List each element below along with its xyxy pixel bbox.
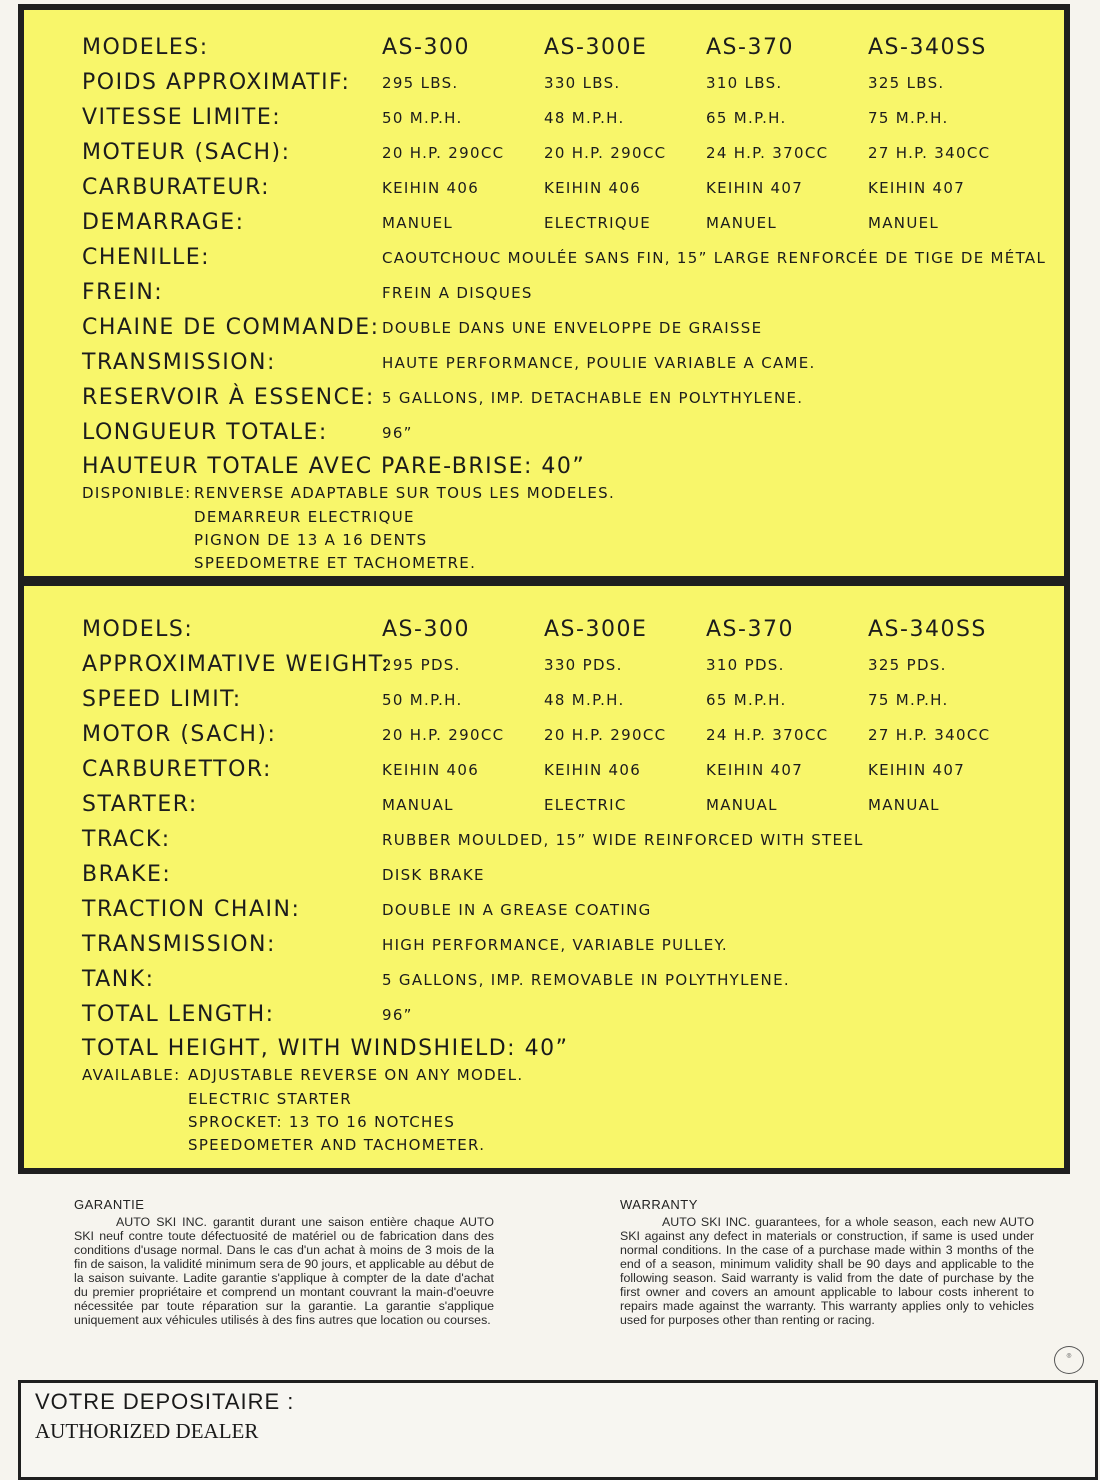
motor-label: MOTOR (SACH): — [82, 722, 277, 747]
track-row — [24, 240, 1064, 275]
spec-value: 48 M.P.H. — [544, 108, 625, 127]
spec-value: KEIHIN 406 — [544, 760, 642, 779]
chain-row — [24, 892, 1064, 927]
spec-value: HIGH PERFORMANCE, VARIABLE PULLEY. — [382, 935, 728, 954]
garantie-block — [74, 1198, 494, 1327]
warranty-block — [620, 1198, 1034, 1327]
model-name: AS-340SS — [868, 35, 987, 60]
available-item: ADJUSTABLE REVERSE ON ANY MODEL. — [188, 1066, 524, 1084]
spec-value: DOUBLE DANS UNE ENVELOPPE DE GRAISSE — [382, 318, 763, 337]
warranty-text: AUTO SKI INC. guarantees, for a whole season, each new AUTO SKI against any defect in materials or construction, if same is used under normal conditions. In the case of a purchase made within 3 months of the end of a season, minimum validity shall be 90 days and applicable to the following season. Said warranty is valid from the date of purchase by the first owner and covers an amount applicable to labour costs inherent to repairs made against the warranty. This warranty applies only to vehicles used for purposes other than renting or racing. — [620, 1215, 1034, 1327]
dealer-label-en: AUTHORIZED DEALER — [35, 1419, 259, 1443]
french-spec-panel — [18, 4, 1070, 582]
spec-value: 65 M.P.H. — [706, 690, 787, 709]
spec-value: 310 LBS. — [706, 73, 783, 92]
chain-label: TRACTION CHAIN: — [82, 897, 301, 922]
speed-label: VITESSE LIMITE: — [82, 105, 282, 130]
start-label: DEMARRAGE: — [82, 210, 245, 235]
chain-label: CHAINE DE COMMANDE: — [82, 315, 380, 340]
spec-value: 310 PDS. — [706, 655, 785, 674]
available-item: SPROCKET: 13 TO 16 NOTCHES — [188, 1113, 456, 1131]
available-label: AVAILABLE: — [82, 1066, 181, 1084]
spec-value: 330 PDS. — [544, 655, 623, 674]
model-name: AS-300 — [382, 617, 470, 642]
height-line: TOTAL HEIGHT, WITH WINDSHIELD: 40” — [82, 1036, 569, 1061]
tank-row — [24, 380, 1064, 415]
spec-value: 27 H.P. 340CC — [868, 725, 991, 744]
spec-value: 295 PDS. — [382, 655, 461, 674]
spec-value: ELECTRIC — [544, 795, 627, 814]
spec-value: MANUEL — [382, 213, 454, 232]
carb-row — [24, 170, 1064, 205]
available-item: ELECTRIC STARTER — [188, 1090, 353, 1108]
carb-label: CARBURATEUR: — [82, 175, 271, 200]
brake-row — [24, 857, 1064, 892]
spec-value: 27 H.P. 340CC — [868, 143, 991, 162]
spec-value: 24 H.P. 370CC — [706, 725, 829, 744]
spec-value: DISK BRAKE — [382, 865, 485, 884]
spec-value: 50 M.P.H. — [382, 690, 463, 709]
chain-row — [24, 310, 1064, 345]
spec-value: 20 H.P. 290CC — [382, 143, 505, 162]
spec-value: 20 H.P. 290CC — [544, 725, 667, 744]
weight-label: APPROXIMATIVE WEIGHT: — [82, 652, 391, 677]
spec-value: MANUAL — [706, 795, 778, 814]
spec-value: 50 M.P.H. — [382, 108, 463, 127]
warranty-title: WARRANTY — [620, 1197, 698, 1212]
garantie-title: GARANTIE — [74, 1197, 145, 1212]
speed-label: SPEED LIMIT: — [82, 687, 242, 712]
spec-value: MANUEL — [868, 213, 940, 232]
available-item: RENVERSE ADAPTABLE SUR TOUS LES MODELES. — [194, 484, 616, 502]
available-label: DISPONIBLE: — [82, 484, 192, 502]
speed-row — [24, 682, 1064, 717]
spec-value: KEIHIN 406 — [382, 178, 480, 197]
spec-value: KEIHIN 407 — [868, 178, 966, 197]
model-name: AS-370 — [706, 35, 794, 60]
speed-row — [24, 100, 1064, 135]
model-name: AS-370 — [706, 617, 794, 642]
available-item: DEMARREUR ELECTRIQUE — [194, 508, 415, 526]
motor-label: MOTEUR (SACH): — [82, 140, 291, 165]
english-spec-panel — [18, 582, 1070, 1174]
model-name: AS-300E — [544, 35, 648, 60]
length-row — [24, 415, 1064, 450]
spec-value: 65 M.P.H. — [706, 108, 787, 127]
brake-row — [24, 275, 1064, 310]
transmission-row — [24, 345, 1064, 380]
brake-label: FREIN: — [82, 280, 164, 305]
track-label: CHENILLE: — [82, 245, 211, 270]
spec-value: 20 H.P. 290CC — [382, 725, 505, 744]
spec-value: KEIHIN 407 — [706, 178, 804, 197]
track-row — [24, 822, 1064, 857]
models-label: MODELS: — [82, 617, 194, 642]
spec-value: 325 LBS. — [868, 73, 945, 92]
length-label: LONGUEUR TOTALE: — [82, 420, 328, 445]
spec-value: 96” — [382, 423, 413, 442]
spec-value: HAUTE PERFORMANCE, POULIE VARIABLE A CAME. — [382, 353, 816, 372]
models-row — [24, 30, 1064, 65]
spec-value: 75 M.P.H. — [868, 108, 949, 127]
brake-label: BRAKE: — [82, 862, 172, 887]
weight-row — [24, 647, 1064, 682]
start-row — [24, 787, 1064, 822]
length-row — [24, 997, 1064, 1032]
spec-value: DOUBLE IN A GREASE COATING — [382, 900, 652, 919]
spec-value: 325 PDS. — [868, 655, 947, 674]
spec-value: KEIHIN 407 — [868, 760, 966, 779]
spec-value: FREIN A DISQUES — [382, 283, 533, 302]
models-label: MODELES: — [82, 35, 209, 60]
transmission-row — [24, 927, 1064, 962]
spec-value: CAOUTCHOUC MOULÉE SANS FIN, 15” LARGE RENFORCÉE DE TIGE DE MÉTAL — [382, 248, 1047, 267]
available-item: SPEEDOMETER AND TACHOMETER. — [188, 1136, 486, 1154]
dealer-label-fr: VOTRE DEPOSITAIRE : — [35, 1389, 295, 1414]
spec-value: KEIHIN 407 — [706, 760, 804, 779]
length-label: TOTAL LENGTH: — [82, 1002, 275, 1027]
spec-value: RUBBER MOULDED, 15” WIDE REINFORCED WITH STEEL — [382, 830, 864, 849]
weight-label: POIDS APPROXIMATIF: — [82, 70, 351, 95]
available-item: SPEEDOMETRE ET TACHOMETRE. — [194, 554, 477, 572]
spec-value: 330 LBS. — [544, 73, 621, 92]
tank-row — [24, 962, 1064, 997]
transmission-label: TRANSMISSION: — [82, 350, 276, 375]
model-name: AS-340SS — [868, 617, 987, 642]
start-row — [24, 205, 1064, 240]
model-name: AS-300E — [544, 617, 648, 642]
spec-value: MANUEL — [706, 213, 778, 232]
available-item: PIGNON DE 13 A 16 DENTS — [194, 531, 428, 549]
spec-value: MANUAL — [382, 795, 454, 814]
start-label: STARTER: — [82, 792, 198, 817]
height-line: HAUTEUR TOTALE AVEC PARE-BRISE: 40” — [82, 454, 586, 479]
spec-value: 48 M.P.H. — [544, 690, 625, 709]
spec-value: 75 M.P.H. — [868, 690, 949, 709]
motor-row — [24, 717, 1064, 752]
printer-stamp-icon: ◎ — [1054, 1346, 1084, 1374]
spec-value: ELECTRIQUE — [544, 213, 652, 232]
spec-value: 5 GALLONS, IMP. REMOVABLE IN POLYTHYLENE. — [382, 970, 790, 989]
spec-value: 5 GALLONS, IMP. DETACHABLE EN POLYTHYLENE. — [382, 388, 804, 407]
spec-value: MANUAL — [868, 795, 940, 814]
models-row — [24, 612, 1064, 647]
spec-value: 96” — [382, 1005, 413, 1024]
tank-label: RESERVOIR À ESSENCE: — [82, 385, 375, 410]
weight-row — [24, 65, 1064, 100]
carb-label: CARBURETTOR: — [82, 757, 272, 782]
spec-value: 20 H.P. 290CC — [544, 143, 667, 162]
dealer-box — [18, 1380, 1098, 1480]
model-name: AS-300 — [382, 35, 470, 60]
track-label: TRACK: — [82, 827, 171, 852]
spec-value: 295 LBS. — [382, 73, 459, 92]
spec-value: 24 H.P. 370CC — [706, 143, 829, 162]
spec-value: KEIHIN 406 — [544, 178, 642, 197]
tank-label: TANK: — [82, 967, 155, 992]
carb-row — [24, 752, 1064, 787]
motor-row — [24, 135, 1064, 170]
garantie-text: AUTO SKI INC. garantit durant une saison entière chaque AUTO SKI neuf contre toute défectuosité de matériel ou de fabrication dans des conditions d'usage normal. Dans le cas d'un achat à moins de 3 mois de la fin de saison, la validité minimum sera de 90 jours, et applicable au début de la saison suivante. Ladite garantie s'applique à compter de la date d'achat du premier propriétaire et comprend un montant couvrant la main-d'oeuvre nécessitée par toute réparation sur la garantie. La garantie s'applique uniquement aux véhicules utilisés à des fins autres que location ou courses. — [74, 1215, 494, 1327]
spec-value: KEIHIN 406 — [382, 760, 480, 779]
transmission-label: TRANSMISSION: — [82, 932, 276, 957]
